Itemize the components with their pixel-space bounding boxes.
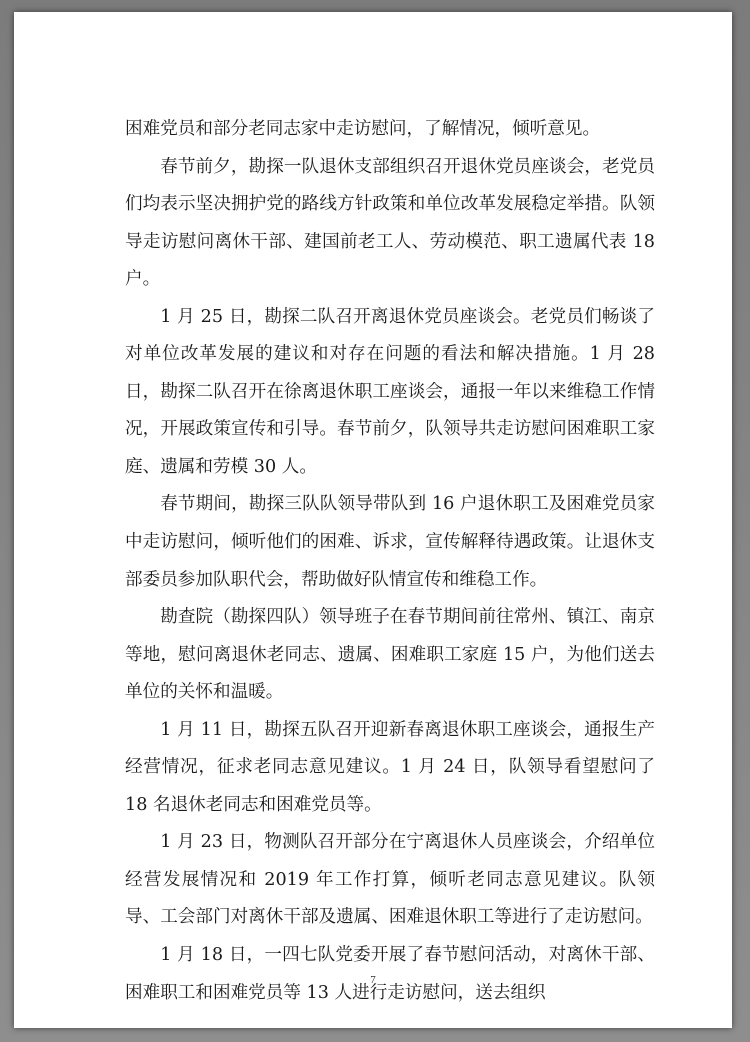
page-number: 7 [370, 974, 376, 986]
paragraph-team-three: 春节期间，勘探三队队领导带队到 16 户退休职工及困难党员家中走访慰问，倾听他们的困难、诉求，宣传解释待遇政策。让退休支部委员参加队职代会，帮助做好队情宣传和维稳工作。 [125, 494, 655, 590]
paragraph-team-147: 1 月 18 日，一四七队党委开展了春节慰问活动，对离休干部、困难职工和困难党员等 13 人进行走访慰问，送去组织 [125, 945, 655, 1003]
paragraph-geophysics-team: 1 月 23 日，物测队召开部分在宁离退休人员座谈会，介绍单位经营发展情况和 2019 年工作打算，倾听老同志意见建议。队领导、工会部门对离休干部及遗属、困难退休职工等进行了走访慰问。 [125, 832, 655, 928]
paragraph-team-one: 春节前夕，勘探一队退休支部组织召开退休党员座谈会，老党员们均表示坚决拥护党的路线方针政策和单位改革发展稳定举措。队领导走访慰问离休干部、建国前老工人、劳动模范、职工遗属代表 18 户。 [125, 156, 655, 290]
paragraph-team-four: 勘查院（勘探四队）领导班子在春节期间前往常州、镇江、南京等地，慰问离退休老同志、遗属、困难职工家庭 15 户，为他们送去单位的关怀和温暖。 [125, 607, 655, 703]
document-page [14, 12, 732, 1028]
paragraph-team-two: 1 月 25 日，勘探二队召开离退休党员座谈会。老党员们畅谈了对单位改革发展的建议和对存在问题的看法和解决措施。1 月 28 日，勘探二队召开在徐离退休职工座谈会，通报一年以来维稳工作情况，开展政策宣传和引导。春节前夕，队领导共走访慰问困难职工家庭、遗属和劳模 30 人。 [125, 306, 655, 477]
paragraph-team-five: 1 月 11 日，勘探五队召开迎新春离退休职工座谈会，通报生产经营情况，征求老同志意见建议。1 月 24 日，队领导看望慰问了 18 名退休老同志和困难党员等。 [125, 719, 655, 815]
paragraph-continued: 困难党员和部分老同志家中走访慰问，了解情况，倾听意见。 [125, 119, 601, 139]
page-body [125, 111, 655, 1012]
